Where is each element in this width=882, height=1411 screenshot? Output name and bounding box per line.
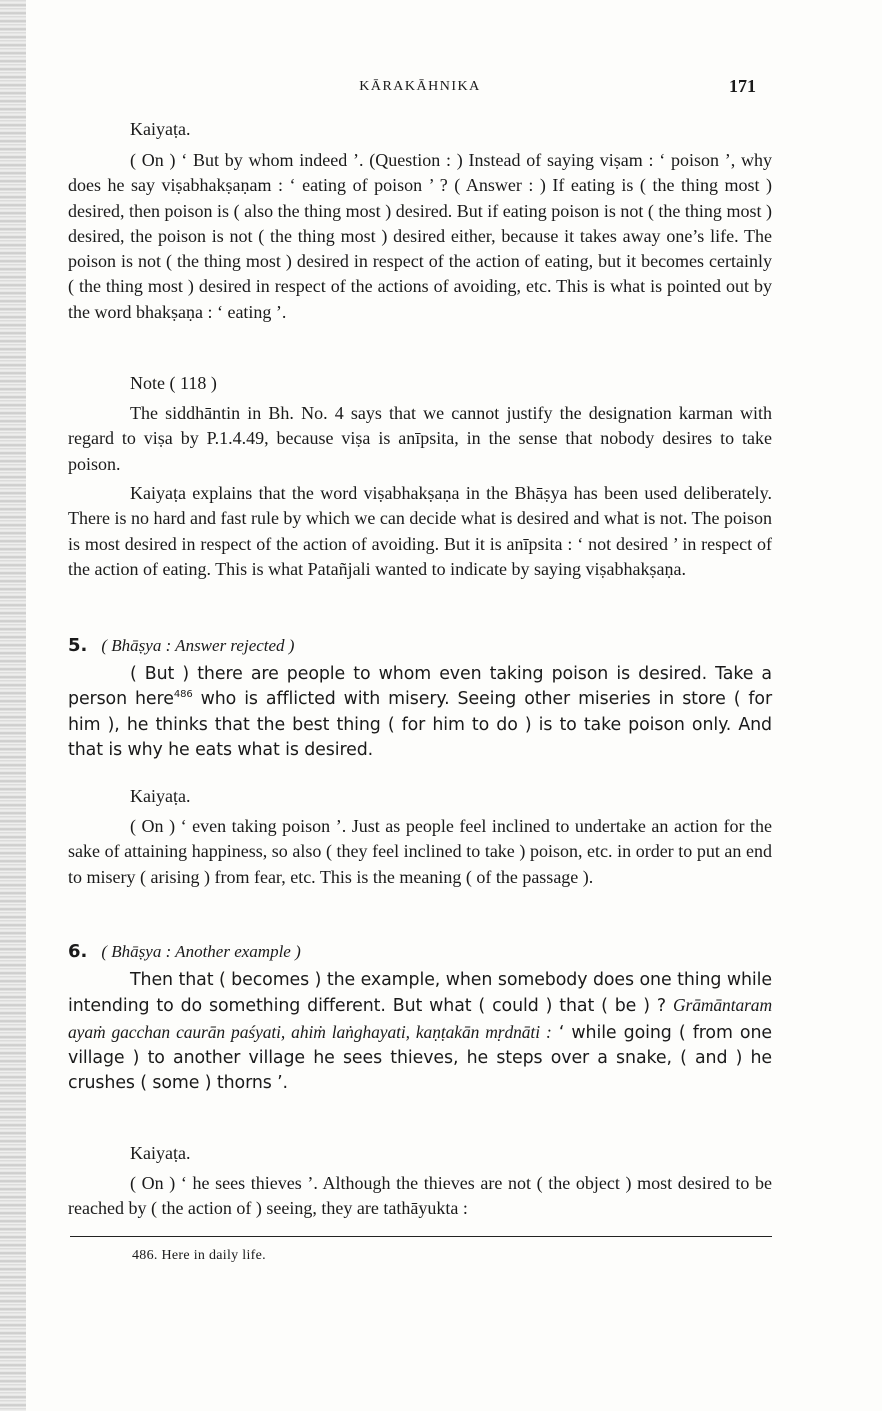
running-title: KĀRAKĀHNIKA [359, 79, 481, 94]
section-6-paragraph [68, 968, 772, 1096]
kaiyata-paragraph-1: ( On ) ‘ But by whom indeed ’. (Question : ) Instead of saying viṣam : ‘ poison ’, why does he say viṣabhakṣaṇam : ‘ eating of poison ’ ? ( Answer : ) If eating is ( the thing most ) desired, then poison is ( also the thing most ) desired. But if eating poison is not ( the thing most ) desired, the poison is not ( the thing most ) desired either, because it takes away one’s life. The poison is not ( the thing most ) desired in respect of the action of eating, but it becomes certainly ( the thing most ) desired in respect of the actions of avoiding, etc. This is what is pointed out by the word bhakṣaṇa : ‘ eating ’. [68, 150, 772, 322]
note-label: Note ( 118 ) [130, 373, 217, 393]
page-number: 171 [729, 76, 756, 96]
section-5-paragraph [68, 662, 772, 763]
section-6-text-a: Then that ( becomes ) the example, when somebody does one thing while intending to do something different. But what ( could ) that ( be ) ? [68, 970, 772, 1017]
footnote-rule [70, 1236, 772, 1237]
note-paragraph-2: Kaiyaṭa explains that the word viṣabhakṣaṇa in the Bhāṣya has been used deliberately. There is no hard and fast rule by which we can decide what is desired and what is not. The poison is most desired in respect of the action of avoiding. But it is anīpsita : ‘ not desired ’ in respect of the action of eating. This is what Patañjali wanted to indicate by saying viṣabhakṣaṇa. [68, 483, 772, 579]
kaiyata-paragraph-2: ( On ) ‘ even taking poison ’. Just as people feel inclined to undertake an action for the sake of attaining happiness, so also ( they feel inclined to take ) poison, etc. in order to put an end to misery ( arising ) from fear, etc. This is the meaning ( of the passage ). [68, 816, 772, 887]
footnote-marker: 486 [173, 689, 193, 701]
section-5-title: ( Bhāṣya : Answer rejected ) [101, 636, 295, 655]
sanskrit-quote: Grāmāntaram ayaṁ gacchan caurān paśyati, ahiṁ laṅghayati, kaṇṭakān mṛdnāti : [68, 995, 772, 1042]
running-head [68, 76, 772, 98]
section-6-number: 6. [68, 941, 88, 962]
section-6-title: ( Bhāṣya : Another example ) [101, 942, 301, 961]
section-6-heading [68, 941, 301, 962]
scanned-page-edge [0, 0, 26, 1411]
kaiyata-label-3: Kaiyaṭa. [130, 1143, 191, 1163]
footnote-486: 486. Here in daily life. [132, 1248, 266, 1263]
section-6-text-b: ‘ while going ( from one village ) to another village he sees thieves, he steps over a snake, ( and ) he crushes ( some ) thorns ’. [68, 1022, 772, 1094]
kaiyata-label-2: Kaiyaṭa. [130, 786, 191, 806]
kaiyata-label-1: Kaiyaṭa. [130, 119, 191, 139]
section-5-heading [68, 635, 294, 656]
kaiyata-paragraph-3: ( On ) ‘ he sees thieves ’. Although the thieves are not ( the object ) most desired to be reached by ( the action of ) seeing, they are tathāyukta : [68, 1173, 772, 1219]
section-5-text-b: who is afflicted with misery. Seeing other miseries in store ( for him ), he thinks that the best thing ( for him to do ) is to take poison only. And that is why he eats what is desired. [68, 689, 773, 760]
note-paragraph-1: The siddhāntin in Bh. No. 4 says that we cannot justify the designation karman with regard to viṣa by P.1.4.49, because viṣa is anīpsita, in the sense that nobody desires to take poison. [68, 403, 772, 474]
section-5-text-a: ( But ) there are people to whom even taking poison is desired. Take a person here [68, 664, 772, 710]
section-5-number: 5. [68, 635, 88, 656]
